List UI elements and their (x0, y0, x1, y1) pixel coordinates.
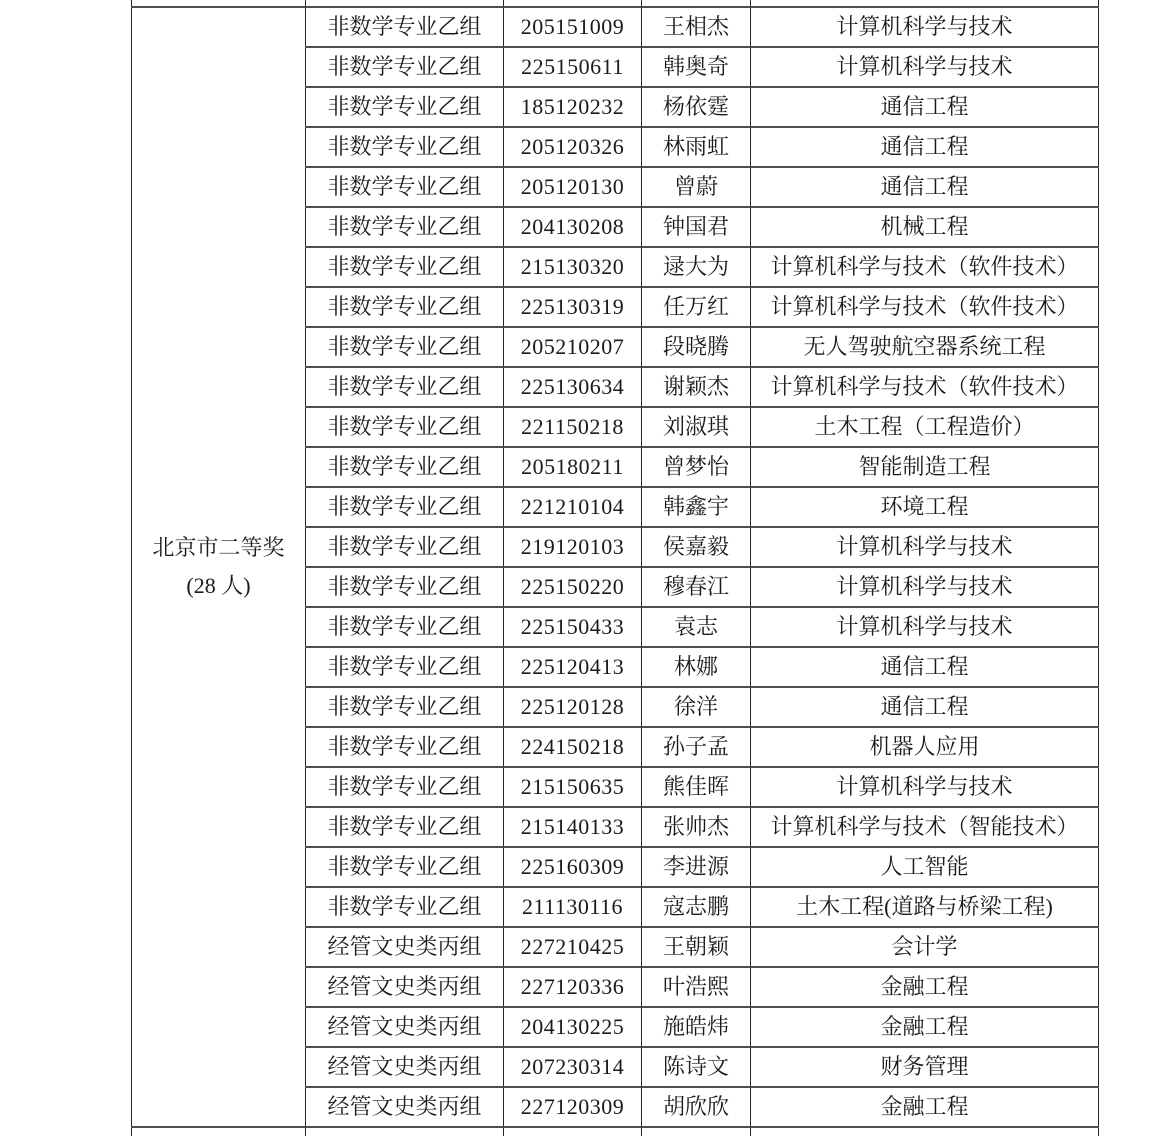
student-name-cell: 谢颖杰 (642, 367, 751, 407)
student-name-cell: 曾蔚 (642, 167, 751, 207)
major-cell: 土木工程（工程造价） (751, 407, 1099, 447)
major-cell: 土木工程(道路与桥梁工程) (751, 887, 1099, 927)
major-cell: 通信工程 (751, 127, 1099, 167)
major-cell: 通信工程 (751, 167, 1099, 207)
group-cell: 非数学专业乙组 (306, 727, 504, 767)
student-name-cell: 王相杰 (642, 7, 751, 47)
student-name-cell: 袁志 (642, 607, 751, 647)
group-cell: 非数学专业乙组 (306, 567, 504, 607)
student-id-cell: 221210104 (504, 487, 642, 527)
award-title: 北京市二等奖 (152, 535, 285, 560)
student-name-cell: 李进源 (642, 847, 751, 887)
student-name-cell: 曾梦怡 (642, 447, 751, 487)
major-cell: 计算机科学与技术（软件技术） (751, 287, 1099, 327)
table-row (132, 7, 1099, 47)
major-cell: 计算机科学与技术 (751, 607, 1099, 647)
next-name-cell-partial (642, 1127, 751, 1136)
student-name-cell: 逯大为 (642, 247, 751, 287)
student-name-cell: 刘淑琪 (642, 407, 751, 447)
student-id-cell: 225130319 (504, 287, 642, 327)
major-cell: 计算机科学与技术（智能技术） (751, 807, 1099, 847)
major-cell: 金融工程 (751, 967, 1099, 1007)
award-label-cell (132, 7, 306, 1127)
group-cell: 非数学专业乙组 (306, 247, 504, 287)
group-cell: 非数学专业乙组 (306, 327, 504, 367)
major-cell: 机器人应用 (751, 727, 1099, 767)
major-cell: 计算机科学与技术 (751, 7, 1099, 47)
major-cell: 会计学 (751, 927, 1099, 967)
student-id-cell: 207230314 (504, 1047, 642, 1087)
student-id-cell: 227120336 (504, 967, 642, 1007)
group-cell: 非数学专业乙组 (306, 447, 504, 487)
student-id-cell: 215130320 (504, 247, 642, 287)
student-id-cell: 205151009 (504, 7, 642, 47)
major-cell: 计算机科学与技术 (751, 527, 1099, 567)
student-name-cell: 王朝颖 (642, 927, 751, 967)
student-id-cell: 204130225 (504, 1007, 642, 1047)
group-cell: 非数学专业乙组 (306, 607, 504, 647)
group-cell: 非数学专业乙组 (306, 287, 504, 327)
previous-name-cell-partial (642, 0, 751, 7)
group-cell: 非数学专业乙组 (306, 207, 504, 247)
student-id-cell: 205210207 (504, 327, 642, 367)
student-id-cell: 225160309 (504, 847, 642, 887)
student-id-cell: 185120232 (504, 87, 642, 127)
major-cell: 金融工程 (751, 1087, 1099, 1127)
major-cell: 计算机科学与技术（软件技术） (751, 247, 1099, 287)
group-cell: 非数学专业乙组 (306, 807, 504, 847)
student-name-cell: 陈诗文 (642, 1047, 751, 1087)
group-cell: 非数学专业乙组 (306, 887, 504, 927)
student-name-cell: 林娜 (642, 647, 751, 687)
group-cell: 非数学专业乙组 (306, 687, 504, 727)
major-cell: 计算机科学与技术 (751, 767, 1099, 807)
previous-id-cell-partial (504, 0, 642, 7)
major-cell: 无人驾驶航空器系统工程 (751, 327, 1099, 367)
student-id-cell: 225150433 (504, 607, 642, 647)
group-cell: 非数学专业乙组 (306, 487, 504, 527)
group-cell: 经管文史类丙组 (306, 1007, 504, 1047)
table-body (132, 0, 1099, 1136)
student-name-cell: 穆春江 (642, 567, 751, 607)
next-id-cell-partial (504, 1127, 642, 1136)
major-cell: 环境工程 (751, 487, 1099, 527)
student-name-cell: 孙子孟 (642, 727, 751, 767)
group-cell: 经管文史类丙组 (306, 967, 504, 1007)
next-section-partial-row (132, 1127, 1099, 1136)
major-cell: 计算机科学与技术（软件技术） (751, 367, 1099, 407)
student-id-cell: 219120103 (504, 527, 642, 567)
student-id-cell: 215140133 (504, 807, 642, 847)
student-name-cell: 胡欣欣 (642, 1087, 751, 1127)
group-cell: 经管文史类丙组 (306, 1087, 504, 1127)
award-count: (28 人) (186, 573, 251, 598)
student-name-cell: 寇志鹏 (642, 887, 751, 927)
student-name-cell: 段晓腾 (642, 327, 751, 367)
major-cell: 通信工程 (751, 87, 1099, 127)
student-id-cell: 224150218 (504, 727, 642, 767)
major-cell: 机械工程 (751, 207, 1099, 247)
student-name-cell: 熊佳晖 (642, 767, 751, 807)
student-id-cell: 225120128 (504, 687, 642, 727)
student-id-cell: 227120309 (504, 1087, 642, 1127)
student-id-cell: 225130634 (504, 367, 642, 407)
group-cell: 非数学专业乙组 (306, 167, 504, 207)
student-name-cell: 侯嘉毅 (642, 527, 751, 567)
major-cell: 人工智能 (751, 847, 1099, 887)
major-cell: 金融工程 (751, 1007, 1099, 1047)
major-cell: 智能制造工程 (751, 447, 1099, 487)
group-cell: 经管文史类丙组 (306, 1047, 504, 1087)
student-name-cell: 韩鑫宇 (642, 487, 751, 527)
next-major-cell-partial (751, 1127, 1099, 1136)
group-cell: 非数学专业乙组 (306, 87, 504, 127)
previous-group-cell-partial (306, 0, 504, 7)
student-id-cell: 215150635 (504, 767, 642, 807)
major-cell: 通信工程 (751, 687, 1099, 727)
group-cell: 非数学专业乙组 (306, 127, 504, 167)
major-cell: 计算机科学与技术 (751, 567, 1099, 607)
student-id-cell: 225150220 (504, 567, 642, 607)
student-name-cell: 张帅杰 (642, 807, 751, 847)
student-id-cell: 227210425 (504, 927, 642, 967)
student-id-cell: 225120413 (504, 647, 642, 687)
student-id-cell: 221150218 (504, 407, 642, 447)
student-name-cell: 杨依霆 (642, 87, 751, 127)
next-group-cell-partial (306, 1127, 504, 1136)
next-award-cell-partial (132, 1127, 306, 1136)
student-id-cell: 205120130 (504, 167, 642, 207)
group-cell: 非数学专业乙组 (306, 47, 504, 87)
student-name-cell: 韩奥奇 (642, 47, 751, 87)
previous-award-cell-partial (132, 0, 306, 7)
student-id-cell: 204130208 (504, 207, 642, 247)
student-name-cell: 叶浩熙 (642, 967, 751, 1007)
group-cell: 非数学专业乙组 (306, 847, 504, 887)
group-cell: 非数学专业乙组 (306, 527, 504, 567)
major-cell: 计算机科学与技术 (751, 47, 1099, 87)
student-name-cell: 林雨虹 (642, 127, 751, 167)
student-id-cell: 225150611 (504, 47, 642, 87)
student-id-cell: 205120326 (504, 127, 642, 167)
group-cell: 非数学专业乙组 (306, 407, 504, 447)
major-cell: 财务管理 (751, 1047, 1099, 1087)
previous-major-cell-partial (751, 0, 1099, 7)
group-cell: 非数学专业乙组 (306, 767, 504, 807)
student-name-cell: 施皓炜 (642, 1007, 751, 1047)
student-id-cell: 211130116 (504, 887, 642, 927)
group-cell: 非数学专业乙组 (306, 7, 504, 47)
previous-section-partial-row (132, 0, 1099, 7)
major-cell: 通信工程 (751, 647, 1099, 687)
award-table (131, 0, 1099, 1136)
group-cell: 经管文史类丙组 (306, 927, 504, 967)
group-cell: 非数学专业乙组 (306, 647, 504, 687)
student-name-cell: 钟国君 (642, 207, 751, 247)
student-id-cell: 205180211 (504, 447, 642, 487)
student-name-cell: 任万红 (642, 287, 751, 327)
group-cell: 非数学专业乙组 (306, 367, 504, 407)
student-name-cell: 徐洋 (642, 687, 751, 727)
